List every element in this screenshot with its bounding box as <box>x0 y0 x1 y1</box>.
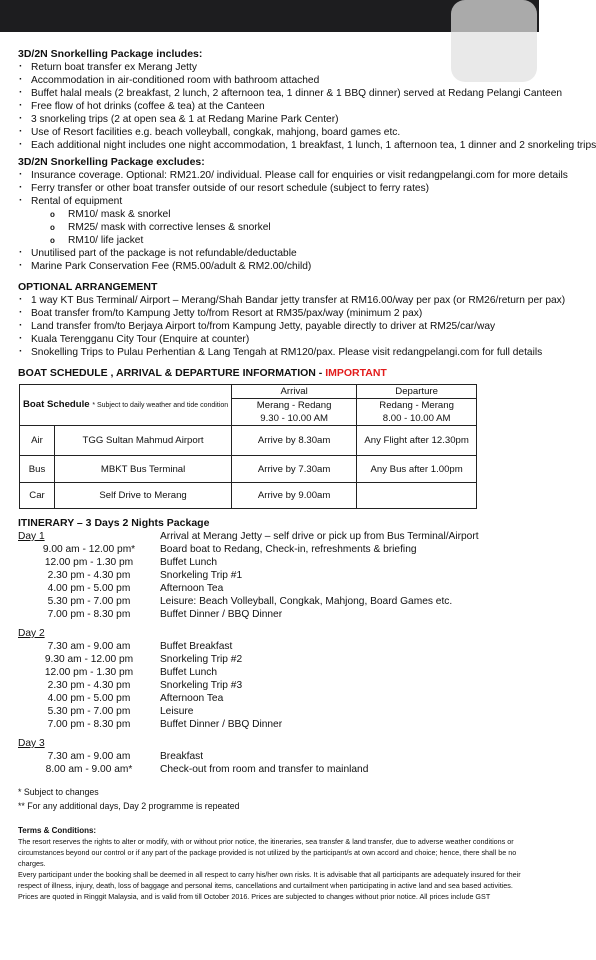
day-1-header <box>18 530 539 543</box>
arrival-time: 9.30 - 10.00 AM <box>260 413 328 424</box>
note-line: ** For any additional days, Day 2 programme is repeated <box>18 801 240 811</box>
list-item: o RM10/ mask & snorkel <box>18 208 539 221</box>
itinerary-activity: Buffet Dinner / BBQ Dinner <box>160 719 283 730</box>
important-label: IMPORTANT <box>325 367 387 379</box>
list-item: · Use of Resort facilities e.g. beach volleyball, congkak, mahjong, board games etc. <box>18 126 539 139</box>
arrival-cell: Arrive by 9.00am <box>232 483 357 509</box>
itinerary-row <box>18 750 539 763</box>
itinerary-activity: Breakfast <box>160 751 204 762</box>
arrival-cell: Arrive by 8.30am <box>232 426 357 456</box>
includes-list <box>18 61 596 152</box>
from-cell: TGG Sultan Mahmud Airport <box>55 426 232 456</box>
terms-title: Terms & Conditions: <box>18 826 97 835</box>
note-line: * Subject to changes <box>18 787 99 797</box>
list-item: · Accommodation in air-conditioned room with bathroom attached <box>18 74 539 87</box>
itinerary-activity: Snorkeling Trip #1 <box>160 570 243 581</box>
list-item: · 1 way KT Bus Terminal/ Airport – Merang/Shah Bandar jetty transfer at RM16.00/way per pax (or RM26/return per pax) <box>18 294 539 307</box>
from-cell: MBKT Bus Terminal <box>55 456 232 483</box>
departure-route: Redang - Merang <box>379 400 454 411</box>
terms-line: respect of illness, injury, death, loss of baggage and personal items, cancellations and curtailment when participating in active land and sea based activities. <box>18 881 513 890</box>
itinerary-time: 2.30 pm - 4.30 pm <box>47 680 131 691</box>
list-item: · Return boat transfer ex Merang Jetty <box>18 61 539 74</box>
list-item: · Free flow of hot drinks (coffee & tea) at the Canteen <box>18 100 539 113</box>
day-2-header <box>18 627 539 640</box>
departure-header: Departure <box>357 385 477 399</box>
itinerary-row <box>18 679 539 692</box>
list-item: · Snokelling Trips to Pulau Perhentian & Lang Tengah at RM120/pax. Please visit redangpelangi.com for full details <box>18 346 539 359</box>
itinerary-row <box>18 582 539 595</box>
list-item: · Marine Park Conservation Fee (RM5.00/adult & RM2.00/child) <box>18 260 539 273</box>
itinerary-activity: Afternoon Tea <box>160 693 224 704</box>
terms-line: circumstances beyond our control or if any part of the package provided is not utilized by the participant/s at own accord and choice; hence, there shall be no <box>18 848 517 857</box>
list-item: · Buffet halal meals (2 breakfast, 2 lunch, 2 afternoon tea, 1 dinner & 1 BBQ dinner) served at Redang Pelangi Canteen <box>18 87 539 100</box>
terms-line: charges. <box>18 859 46 868</box>
list-item: · Each additional night includes one night accommodation, 1 breakfast, 1 lunch, 1 afternoon tea, 1 dinner and 2 snorkeling trips <box>18 139 539 152</box>
itinerary-row <box>18 595 539 608</box>
itinerary-row <box>18 556 539 569</box>
arrival-cell: Arrive by 7.30am <box>232 456 357 483</box>
optional-title: OPTIONAL ARRANGEMENT <box>18 281 158 293</box>
schedule-title <box>18 367 539 380</box>
itinerary-activity: Buffet Lunch <box>160 557 218 568</box>
mode-cell: Air <box>20 426 55 456</box>
itinerary-activity: Buffet Breakfast <box>160 641 233 652</box>
itinerary-row <box>18 692 539 705</box>
schedule-title-text: BOAT SCHEDULE , ARRIVAL & DEPARTURE INFORMATION - <box>18 367 326 379</box>
includes-title: 3D/2N Snorkelling Package includes: <box>18 48 203 60</box>
itinerary-time: 4.00 pm - 5.00 pm <box>47 583 131 594</box>
itinerary-time: 4.00 pm - 5.00 pm <box>47 693 131 704</box>
notes <box>18 786 539 813</box>
table-row <box>20 426 477 456</box>
document <box>18 48 596 902</box>
itinerary-activity: Leisure <box>160 706 194 717</box>
boat-schedule-table <box>19 384 477 509</box>
day-2-label: Day 2 <box>18 628 45 639</box>
departure-cell: Any Bus after 1.00pm <box>357 456 477 483</box>
itinerary-time: 7.30 am - 9.00 am <box>47 751 131 762</box>
itinerary-time: 2.30 pm - 4.30 pm <box>47 570 131 581</box>
boat-schedule-note: * Subject to daily weather and tide condition <box>92 402 229 409</box>
itinerary-row <box>18 543 539 556</box>
itinerary-row <box>18 640 539 653</box>
list-item: · Insurance coverage. Optional: RM21.20/ individual. Please call for enquiries or visit redangpelangi.com for more details <box>18 169 539 182</box>
itinerary-time: 12.00 pm - 1.30 pm <box>44 667 134 678</box>
boat-schedule-label: Boat Schedule <box>23 399 90 410</box>
itinerary-time: 7.00 pm - 8.30 pm <box>47 719 131 730</box>
itinerary-row <box>18 763 539 776</box>
list-item: · Kuala Terengganu City Tour (Enquire at counter) <box>18 333 539 346</box>
itinerary-activity: Buffet Dinner / BBQ Dinner <box>160 609 283 620</box>
day-3-header <box>18 737 539 750</box>
itinerary-time: 7.00 pm - 8.30 pm <box>47 609 131 620</box>
excludes-list <box>18 169 568 208</box>
itinerary-activity: Snorkeling Trip #3 <box>160 680 243 691</box>
itinerary-time: 9.00 am - 12.00 pm* <box>42 544 136 555</box>
arrival-info <box>232 399 357 426</box>
departure-time: 8.00 - 10.00 AM <box>382 413 451 424</box>
itinerary-activity: Board boat to Redang, Check-in, refreshments & briefing <box>160 544 417 555</box>
itinerary-row <box>18 608 539 621</box>
list-item: · Rental of equipment <box>18 195 539 208</box>
list-item: · Ferry transfer or other boat transfer outside of our resort schedule (subject to ferry rates) <box>18 182 539 195</box>
excludes-list-more <box>18 247 539 273</box>
itinerary-activity: Check-out from room and transfer to mainland <box>160 764 369 775</box>
itinerary-time: 9.30 am - 12.00 pm <box>44 654 134 665</box>
list-item: · Land transfer from/to Berjaya Airport to/from Kampung Jetty, payable directly to driver at RM25/car/way <box>18 320 539 333</box>
day-1-label: Day 1 <box>18 531 45 542</box>
departure-info <box>357 399 477 426</box>
excludes-title: 3D/2N Snorkelling Package excludes: <box>18 156 205 168</box>
itinerary-activity: Buffet Lunch <box>160 667 218 678</box>
mode-cell: Car <box>20 483 55 509</box>
terms <box>18 825 539 902</box>
terms-line: Prices are quoted in Ringgit Malaysia, and is valid from till October 2016. Prices are subjected to changes without prior notice. All prices include GST <box>18 892 491 901</box>
arrival-header: Arrival <box>232 385 357 399</box>
boat-schedule-cell <box>20 385 232 426</box>
table-row <box>20 483 477 509</box>
table-row <box>20 456 477 483</box>
itinerary-time: 5.30 pm - 7.00 pm <box>47 596 131 607</box>
departure-cell <box>357 483 477 509</box>
itinerary-activity: Snorkeling Trip #2 <box>160 654 243 665</box>
itinerary-time: 5.30 pm - 7.00 pm <box>47 706 131 717</box>
list-item: · Unutilised part of the package is not refundable/deductable <box>18 247 539 260</box>
terms-line: Every participant under the booking shall be deemed in all respect to carry his/her own risks. It is advisable that all participants are adequately insured for their <box>18 870 521 879</box>
itinerary-time: 7.30 am - 9.00 am <box>47 641 131 652</box>
equipment-list <box>18 208 539 247</box>
itinerary-row <box>18 718 539 731</box>
terms-line: The resort reserves the rights to alter or modify, with or without prior notice, the itineraries, sea transfer & land transfer, due to adverse weather conditions or <box>18 837 514 846</box>
itinerary-row <box>18 569 539 582</box>
mode-cell: Bus <box>20 456 55 483</box>
itinerary-title: ITINERARY – 3 Days 2 Nights Package <box>18 517 210 529</box>
from-cell: Self Drive to Merang <box>55 483 232 509</box>
itinerary-row <box>18 705 539 718</box>
optional-list <box>18 294 566 359</box>
itinerary-time: 8.00 am - 9.00 am* <box>45 764 133 775</box>
day-1-intro: Arrival at Merang Jetty – self drive or pick up from Bus Terminal/Airport <box>160 531 479 542</box>
list-item: · 3 snorkeling trips (2 at open sea & 1 at Redang Marine Park Center) <box>18 113 539 126</box>
list-item: · Boat transfer from/to Kampung Jetty to/from Resort at RM35/pax/way (minimum 2 pax) <box>18 307 539 320</box>
itinerary-time: 12.00 pm - 1.30 pm <box>44 557 134 568</box>
itinerary-row <box>18 653 539 666</box>
list-item: o RM10/ life jacket <box>18 234 539 247</box>
itinerary-activity: Afternoon Tea <box>160 583 224 594</box>
itinerary-row <box>18 666 539 679</box>
day-3-label: Day 3 <box>18 738 45 749</box>
list-item: o RM25/ mask with corrective lenses & snorkel <box>18 221 539 234</box>
departure-cell: Any Flight after 12.30pm <box>357 426 477 456</box>
itinerary-activity: Leisure: Beach Volleyball, Congkak, Mahjong, Board Games etc. <box>160 596 453 607</box>
arrival-route: Merang - Redang <box>256 400 332 411</box>
